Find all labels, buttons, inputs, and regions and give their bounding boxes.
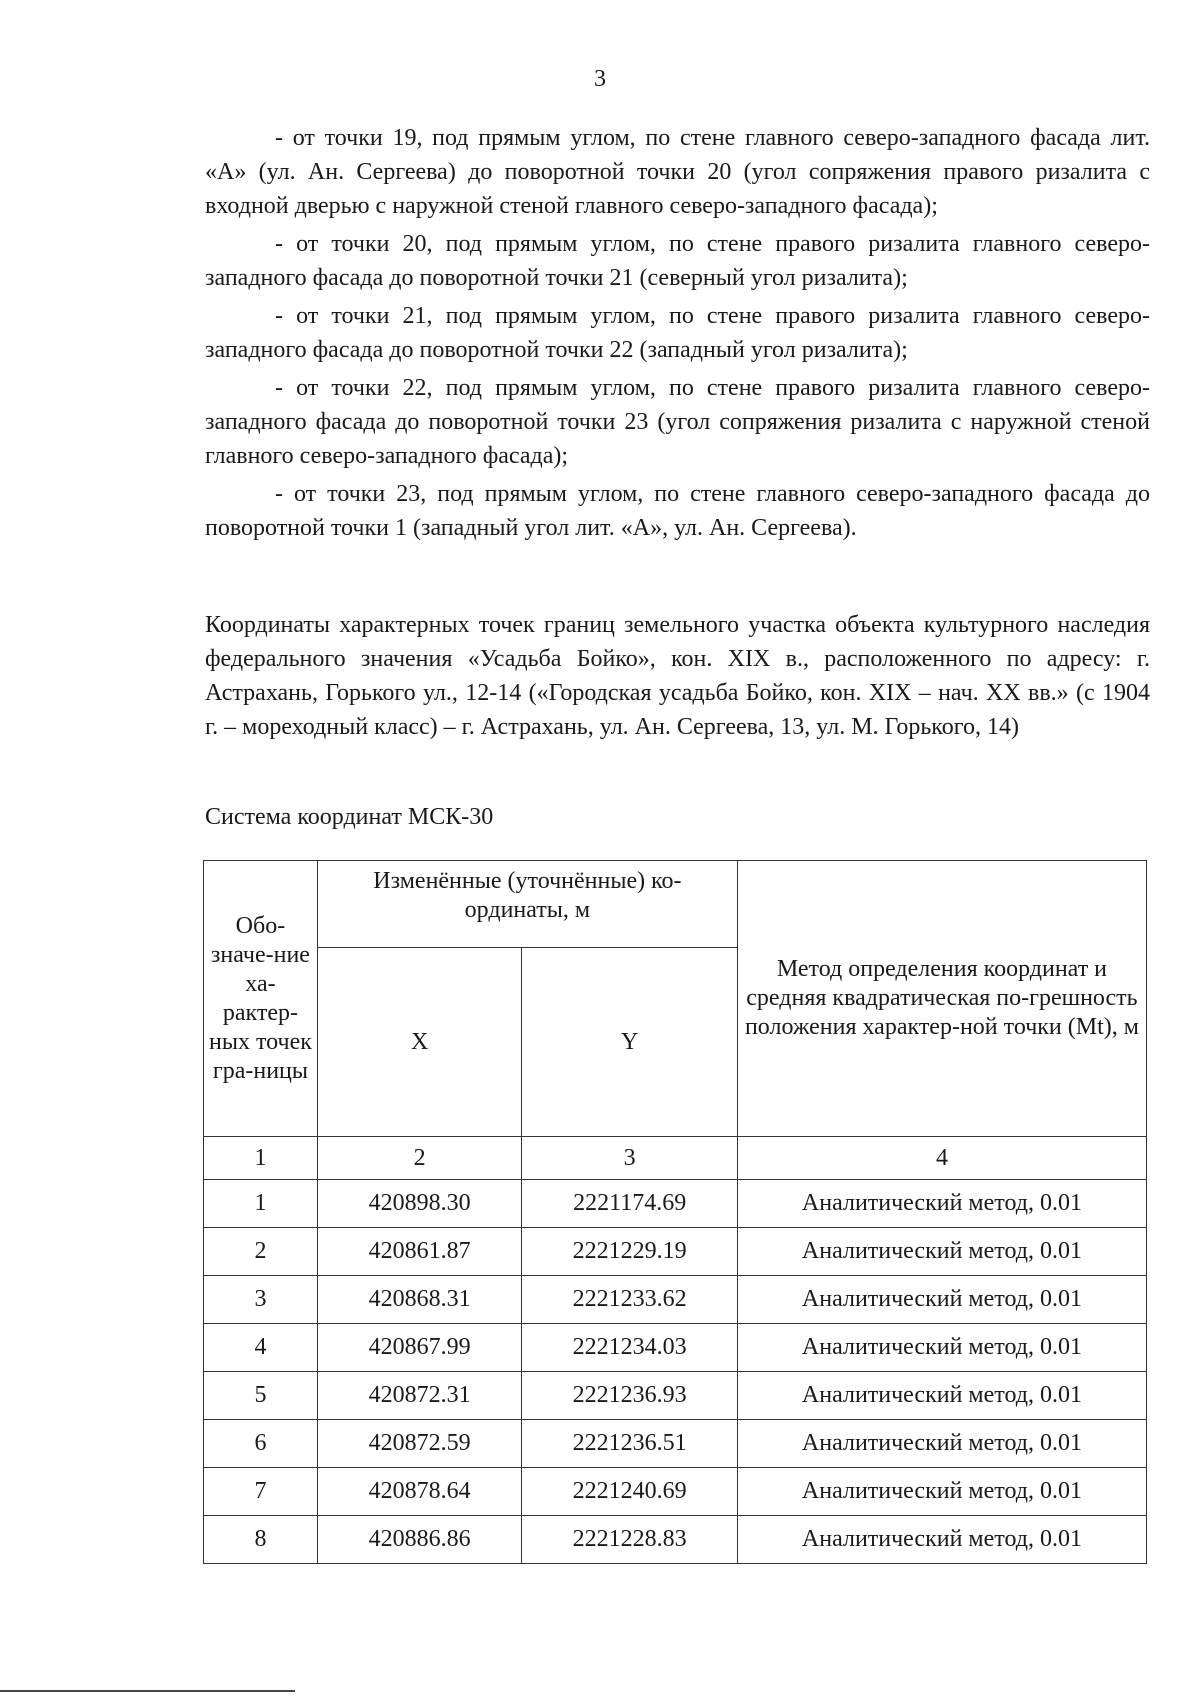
- coordinates-intro-block: [205, 608, 1150, 744]
- header-y: Y: [522, 948, 738, 1137]
- cell-y: 2221240.69: [522, 1468, 738, 1516]
- column-number: 2: [317, 1137, 522, 1180]
- table-header-row: [204, 861, 1147, 948]
- column-number: 4: [737, 1137, 1146, 1180]
- cell-point: 7: [204, 1468, 318, 1516]
- cell-y: 2221228.83: [522, 1516, 738, 1564]
- cell-point: 5: [204, 1372, 318, 1420]
- table-row: [204, 1420, 1147, 1468]
- cell-x: 420872.31: [317, 1372, 522, 1420]
- cell-point: 3: [204, 1276, 318, 1324]
- boundary-point-paragraph: - от точки 20, под прямым углом, по стене правого ризалита главного северо-западного фасада до поворотной точки 21 (северный угол ризалита);: [205, 231, 1150, 291]
- boundary-point-paragraph: - от точки 22, под прямым углом, по стене правого ризалита главного северо-западного фасада до поворотной точки 23 (угол сопряжения ризалита с наружной стеной главного северо-западного фасада);: [205, 375, 1150, 469]
- cell-x: 420867.99: [317, 1324, 522, 1372]
- table-row: [204, 1372, 1147, 1420]
- column-number-row: [204, 1137, 1147, 1180]
- cell-method: Аналитический метод, 0.01: [737, 1420, 1146, 1468]
- boundary-point-paragraph: - от точки 19, под прямым углом, по стене главного северо-западного фасада лит. «А» (ул. Ан. Сергеева) до поворотной точки 20 (угол сопряжения правого ризалита с входной дверью с наружной стеной главного северо-западного фасада);: [205, 125, 1150, 219]
- cell-method: Аналитический метод, 0.01: [737, 1276, 1146, 1324]
- page-number: 3: [594, 66, 606, 92]
- coordinates-intro: Координаты характерных точек границ земельного участка объекта культурного наследия федерального значения «Усадьба Бойко», кон. XIX в., расположенного по адресу: г. Астрахань, Горького ул., 12-14 («Городская усадьба Бойко, кон. XIX – нач. XX вв.» (с 1904 г. – мореходный класс) – г. Астрахань, ул. Ан. Сергеева, 13, ул. М. Горького, 14): [205, 612, 1150, 740]
- cell-method: Аналитический метод, 0.01: [737, 1372, 1146, 1420]
- table-row: [204, 1276, 1147, 1324]
- coordinates-table: [203, 860, 1147, 1564]
- cell-x: 420872.59: [317, 1420, 522, 1468]
- cell-x: 420868.31: [317, 1276, 522, 1324]
- cell-y: 2221234.03: [522, 1324, 738, 1372]
- cell-x: 420861.87: [317, 1228, 522, 1276]
- header-x: X: [317, 948, 522, 1137]
- cell-method: Аналитический метод, 0.01: [737, 1324, 1146, 1372]
- column-number: 1: [204, 1137, 318, 1180]
- table-row: [204, 1228, 1147, 1276]
- header-point-designation: Обо-значе-ние ха-рактер-ных точек гра-ницы: [204, 861, 318, 1137]
- cell-x: 420898.30: [317, 1180, 522, 1228]
- boundary-point-paragraph: - от точки 23, под прямым углом, по стене главного северо-западного фасада до поворотной точки 1 (западный угол лит. «А», ул. Ан. Сергеева).: [205, 481, 1150, 541]
- table-row: [204, 1516, 1147, 1564]
- cell-point: 8: [204, 1516, 318, 1564]
- cell-y: 2221236.51: [522, 1420, 738, 1468]
- boundary-point-paragraph: - от точки 21, под прямым углом, по стене правого ризалита главного северо-западного фасада до поворотной точки 22 (западный угол ризалита);: [205, 303, 1150, 363]
- cell-y: 2221236.93: [522, 1372, 738, 1420]
- column-number: 3: [522, 1137, 738, 1180]
- cell-point: 1: [204, 1180, 318, 1228]
- cell-x: 420886.86: [317, 1516, 522, 1564]
- coordinate-system-label: Система координат МСК-30: [205, 804, 494, 830]
- cell-method: Аналитический метод, 0.01: [737, 1180, 1146, 1228]
- table-row: [204, 1180, 1147, 1228]
- cell-point: 2: [204, 1228, 318, 1276]
- cell-y: 2221174.69: [522, 1180, 738, 1228]
- table-row: [204, 1324, 1147, 1372]
- cell-x: 420878.64: [317, 1468, 522, 1516]
- header-method: Метод определения координат и средняя квадратическая по-грешность положения характер-ной точки (Mt), м: [737, 861, 1146, 1137]
- cell-method: Аналитический метод, 0.01: [737, 1516, 1146, 1564]
- cell-y: 2221229.19: [522, 1228, 738, 1276]
- cell-method: Аналитический метод, 0.01: [737, 1228, 1146, 1276]
- header-coordinates: Изменённые (уточнённые) ко-ординаты, м: [317, 861, 737, 948]
- cell-point: 6: [204, 1420, 318, 1468]
- cell-y: 2221233.62: [522, 1276, 738, 1324]
- boundary-description: [205, 121, 1150, 549]
- cell-method: Аналитический метод, 0.01: [737, 1468, 1146, 1516]
- cell-point: 4: [204, 1324, 318, 1372]
- table-row: [204, 1468, 1147, 1516]
- footer-rule: [0, 1690, 295, 1692]
